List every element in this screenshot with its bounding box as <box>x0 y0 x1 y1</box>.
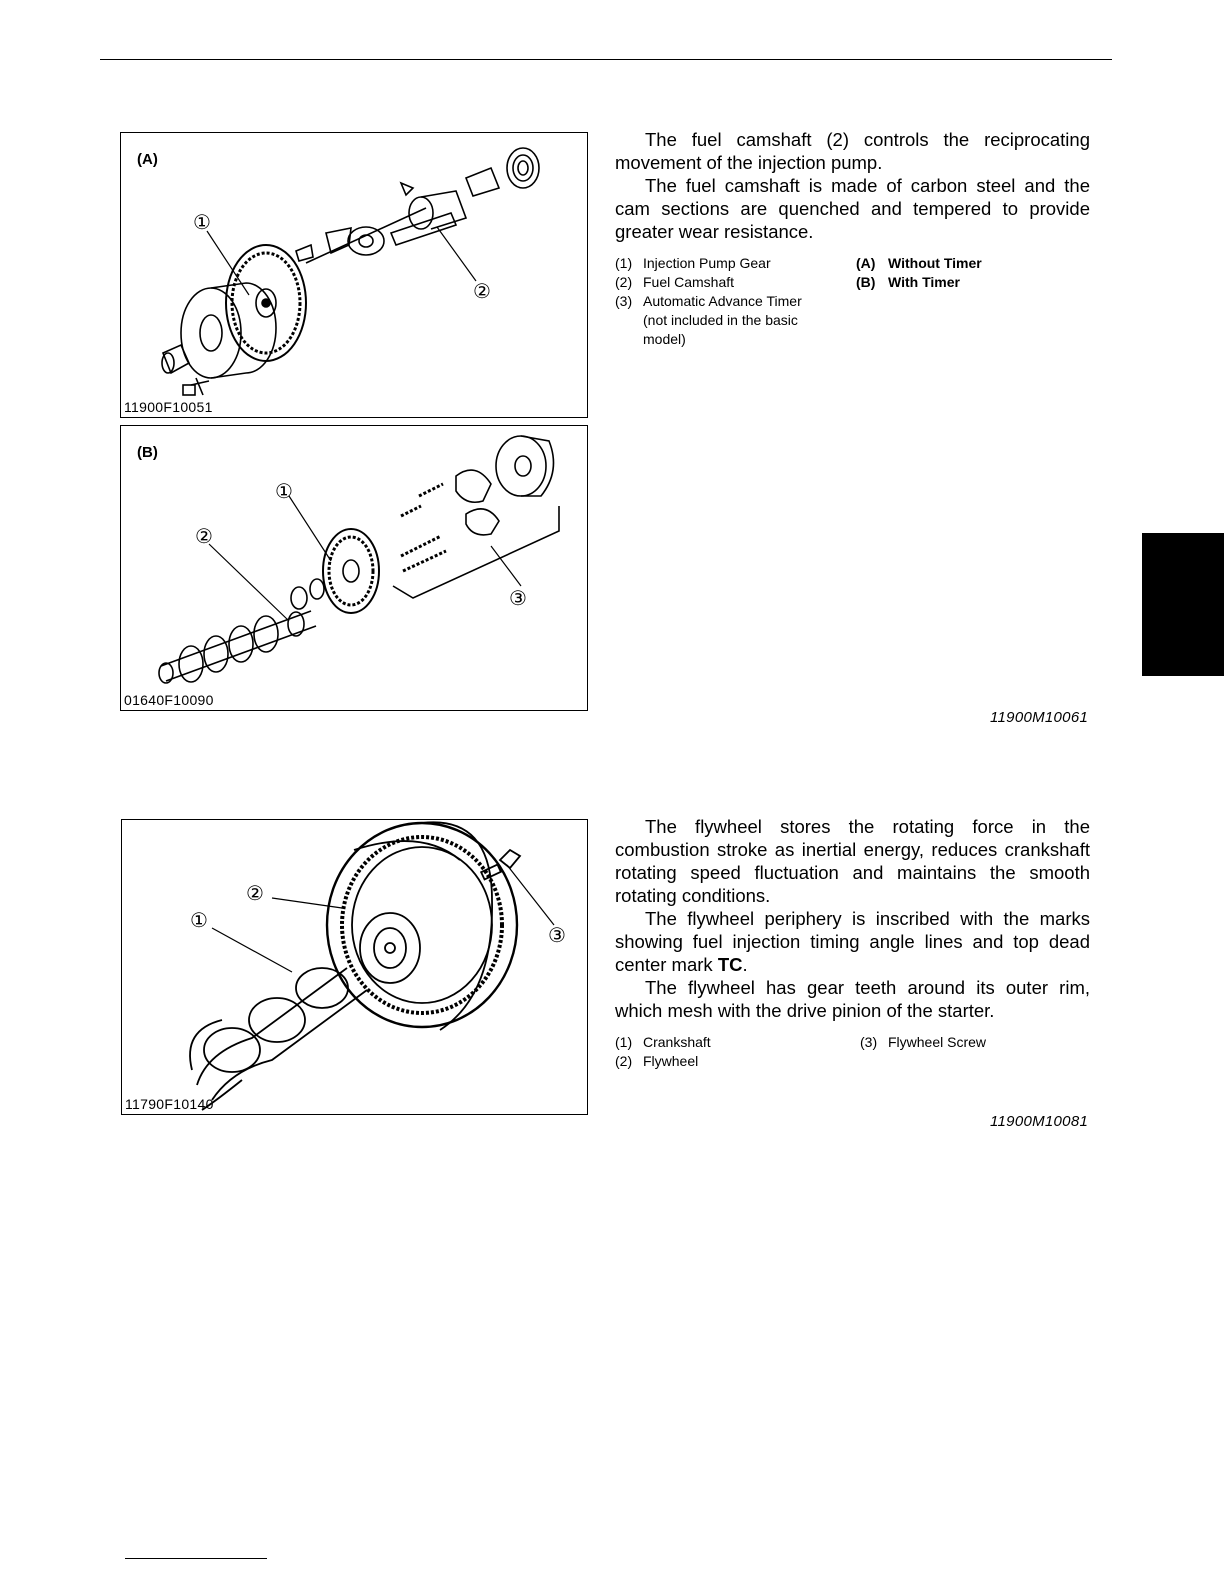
legend-item: (A) Without Timer <box>856 255 982 271</box>
camshaft-with-timer-illustration <box>121 426 587 710</box>
legend-item: (1) Crankshaft <box>615 1034 711 1050</box>
legend-note: model) <box>643 331 686 347</box>
camshaft-legend-right <box>856 254 1056 292</box>
figure-a-label: (A) <box>137 151 158 168</box>
flywheel-description <box>615 815 1090 1022</box>
callout-2: ② <box>195 526 213 548</box>
figure-b-code: 01640F10090 <box>124 692 214 708</box>
callout-2: ② <box>246 883 264 905</box>
header-rule <box>100 59 1112 60</box>
reference-code: 11900M10081 <box>990 1113 1089 1130</box>
legend-item: (3) Flywheel Screw <box>860 1034 987 1050</box>
figure-b-with-timer <box>120 425 588 711</box>
paragraph: The fuel camshaft is made of carbon steel and the cam sections are quenched and tempered to provide greater wear resistance. <box>615 175 1090 242</box>
camshaft-without-timer-illustration <box>121 133 587 417</box>
tc-mark: TC <box>717 954 743 975</box>
legend-note: (not included in the basic <box>643 312 798 328</box>
paragraph: The fuel camshaft (2) controls the reciprocating movement of the injection pump. <box>615 129 1090 173</box>
callout-1: ① <box>275 481 293 503</box>
camshaft-legend-left <box>615 254 845 349</box>
callout-3: ③ <box>548 925 566 947</box>
flywheel-legend-right <box>860 1033 1060 1052</box>
callout-2: ② <box>473 281 491 303</box>
callout-1: ① <box>193 212 211 234</box>
paragraph: The flywheel has gear teeth around its outer rim, which mesh with the drive pinion of the starter. <box>615 977 1090 1021</box>
figure-flywheel-code: 11790F10140 <box>125 1096 214 1112</box>
paragraph: The flywheel stores the rotating force in the combustion stroke as inertial energy, reduces crankshaft rotating speed fluctuation and maintains the smooth rotating conditions. <box>615 816 1090 906</box>
footer-rule <box>125 1558 267 1559</box>
reference-code: 11900M10061 <box>990 709 1089 726</box>
camshaft-description <box>615 128 1090 243</box>
flywheel-illustration <box>122 820 587 1114</box>
flywheel-legend-left <box>615 1033 845 1071</box>
legend-item: (3) Automatic Advance Timer <box>615 293 802 309</box>
section-tab-marker <box>1142 533 1224 676</box>
paragraph: The flywheel periphery is inscribed with the marks showing fuel injection timing angle lines and top dead center mark TC. <box>615 908 1090 975</box>
figure-a-code: 11900F10051 <box>124 399 213 415</box>
callout-3: ③ <box>509 588 527 610</box>
callout-1: ① <box>190 910 208 932</box>
figure-flywheel <box>121 819 588 1115</box>
legend-item: (1) Injection Pump Gear <box>615 255 771 271</box>
figure-a-without-timer <box>120 132 588 418</box>
legend-item: (B) With Timer <box>856 274 960 290</box>
legend-item: (2) Flywheel <box>615 1053 699 1069</box>
figure-b-label: (B) <box>137 444 158 461</box>
legend-item: (2) Fuel Camshaft <box>615 274 735 290</box>
